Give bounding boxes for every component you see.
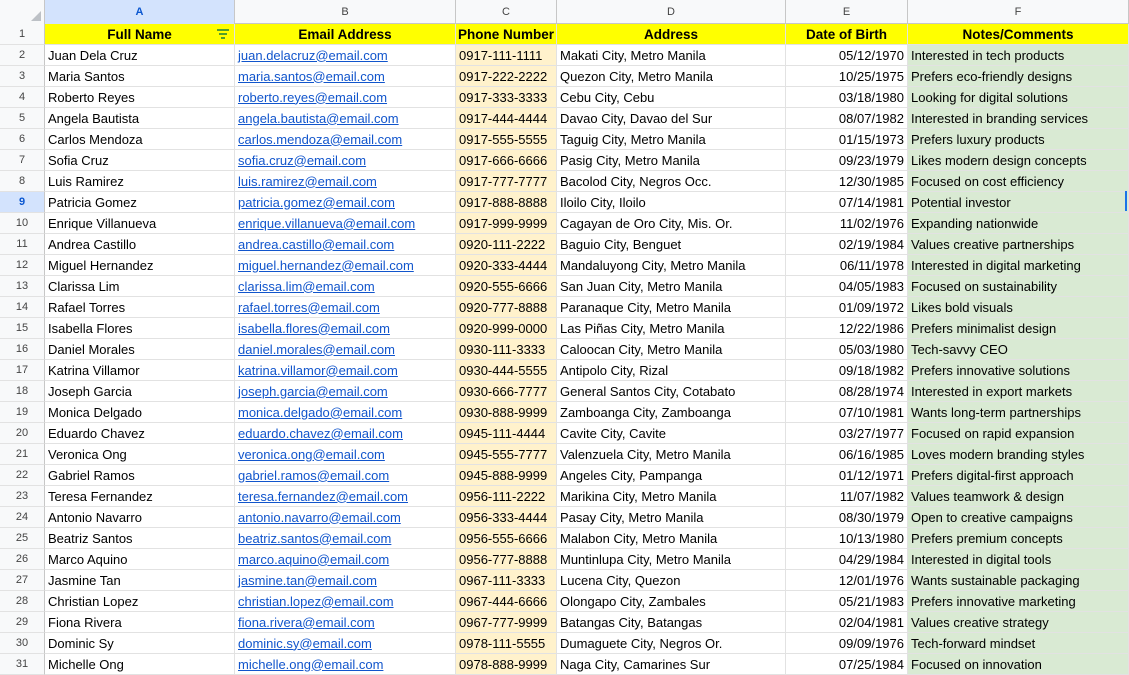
cell-address[interactable]: Zamboanga City, Zamboanga xyxy=(557,402,786,423)
email-link[interactable]: carlos.mendoza@email.com xyxy=(238,131,403,147)
email-link[interactable]: joseph.garcia@email.com xyxy=(238,383,388,399)
row-number[interactable]: 7 xyxy=(0,150,45,171)
cell-notes[interactable]: Prefers innovative marketing xyxy=(908,591,1129,612)
email-link[interactable]: veronica.ong@email.com xyxy=(238,446,385,462)
cell-email[interactable] xyxy=(235,465,456,486)
cell-full-name[interactable]: Eduardo Chavez xyxy=(45,423,235,444)
cell-notes[interactable]: Prefers digital-first approach xyxy=(908,465,1129,486)
cell-email[interactable] xyxy=(235,171,456,192)
cell-notes[interactable]: Open to creative campaigns xyxy=(908,507,1129,528)
cell-notes[interactable]: Interested in branding services xyxy=(908,108,1129,129)
select-all-corner[interactable] xyxy=(0,0,45,24)
cell-full-name[interactable]: Dominic Sy xyxy=(45,633,235,654)
email-link[interactable]: marco.aquino@email.com xyxy=(238,551,390,567)
email-link[interactable]: antonio.navarro@email.com xyxy=(238,509,401,525)
email-link[interactable]: clarissa.lim@email.com xyxy=(238,278,375,294)
cell-address[interactable]: Pasay City, Metro Manila xyxy=(557,507,786,528)
row-number[interactable]: 25 xyxy=(0,528,45,549)
cell-dob[interactable]: 08/28/1974 xyxy=(786,381,908,402)
data-rows xyxy=(0,45,1129,675)
cell-dob[interactable]: 09/18/1982 xyxy=(786,360,908,381)
email-link[interactable]: isabella.flores@email.com xyxy=(238,320,390,336)
cell-phone[interactable]: 0930-444-5555 xyxy=(456,360,557,381)
cell-full-name[interactable]: Joseph Garcia xyxy=(45,381,235,402)
cell-dob[interactable]: 02/04/1981 xyxy=(786,612,908,633)
cell-full-name[interactable]: Marco Aquino xyxy=(45,549,235,570)
cell-full-name[interactable]: Clarissa Lim xyxy=(45,276,235,297)
column-header-a[interactable]: A xyxy=(45,0,235,24)
cell-address[interactable]: Olongapo City, Zambales xyxy=(557,591,786,612)
table-row xyxy=(0,360,1129,381)
cell-full-name[interactable]: Maria Santos xyxy=(45,66,235,87)
row-number[interactable]: 17 xyxy=(0,360,45,381)
cell-email[interactable] xyxy=(235,108,456,129)
cell-address[interactable]: Paranaque City, Metro Manila xyxy=(557,297,786,318)
cell-address[interactable]: Makati City, Metro Manila xyxy=(557,45,786,66)
cell-dob[interactable]: 05/03/1980 xyxy=(786,339,908,360)
table-row xyxy=(0,87,1129,108)
cell-email[interactable] xyxy=(235,549,456,570)
email-link[interactable]: monica.delgado@email.com xyxy=(238,404,403,420)
cell-address[interactable]: Mandaluyong City, Metro Manila xyxy=(557,255,786,276)
cell-dob[interactable]: 12/01/1976 xyxy=(786,570,908,591)
cell-phone[interactable]: 0967-111-3333 xyxy=(456,570,557,591)
email-link[interactable]: roberto.reyes@email.com xyxy=(238,89,388,105)
cell-phone[interactable]: 0917-999-9999 xyxy=(456,213,557,234)
cell-full-name[interactable]: Miguel Hernandez xyxy=(45,255,235,276)
cell-email[interactable] xyxy=(235,87,456,108)
row-number[interactable]: 24 xyxy=(0,507,45,528)
header-cell-address[interactable]: Address xyxy=(557,24,786,45)
cell-full-name[interactable]: Roberto Reyes xyxy=(45,87,235,108)
row-number[interactable]: 6 xyxy=(0,129,45,150)
cell-phone[interactable]: 0956-777-8888 xyxy=(456,549,557,570)
row-number[interactable]: 1 xyxy=(0,24,45,45)
cell-dob[interactable]: 12/30/1985 xyxy=(786,171,908,192)
cell-email[interactable] xyxy=(235,486,456,507)
cell-phone[interactable]: 0917-666-6666 xyxy=(456,150,557,171)
cell-email[interactable] xyxy=(235,192,456,213)
cell-full-name[interactable]: Christian Lopez xyxy=(45,591,235,612)
cell-address[interactable]: General Santos City, Cotabato xyxy=(557,381,786,402)
cell-notes[interactable]: Tech-forward mindset xyxy=(908,633,1129,654)
table-row xyxy=(0,339,1129,360)
table-row xyxy=(0,654,1129,675)
cell-notes[interactable]: Potential investor xyxy=(908,192,1129,213)
cell-phone[interactable]: 0930-111-3333 xyxy=(456,339,557,360)
email-link[interactable]: katrina.villamor@email.com xyxy=(238,362,398,378)
cell-dob[interactable]: 07/14/1981 xyxy=(786,192,908,213)
row-number[interactable]: 13 xyxy=(0,276,45,297)
cell-address[interactable]: Quezon City, Metro Manila xyxy=(557,66,786,87)
cell-email[interactable] xyxy=(235,45,456,66)
cell-phone[interactable]: 0930-888-9999 xyxy=(456,402,557,423)
cell-phone[interactable]: 0917-333-3333 xyxy=(456,87,557,108)
cell-address[interactable]: Dumaguete City, Negros Or. xyxy=(557,633,786,654)
row-number[interactable]: 16 xyxy=(0,339,45,360)
cell-full-name[interactable]: Jasmine Tan xyxy=(45,570,235,591)
cell-full-name[interactable]: Antonio Navarro xyxy=(45,507,235,528)
row-number[interactable]: 9 xyxy=(0,192,45,213)
cell-notes[interactable]: Interested in digital marketing xyxy=(908,255,1129,276)
table-row xyxy=(0,528,1129,549)
cell-email[interactable] xyxy=(235,381,456,402)
email-link[interactable]: miguel.hernandez@email.com xyxy=(238,257,414,273)
row-number[interactable]: 5 xyxy=(0,108,45,129)
row-number[interactable]: 21 xyxy=(0,444,45,465)
cell-dob[interactable]: 10/13/1980 xyxy=(786,528,908,549)
cell-full-name[interactable]: Rafael Torres xyxy=(45,297,235,318)
table-row xyxy=(0,570,1129,591)
cell-email[interactable] xyxy=(235,276,456,297)
cell-dob[interactable]: 01/09/1972 xyxy=(786,297,908,318)
cell-address[interactable]: San Juan City, Metro Manila xyxy=(557,276,786,297)
cell-phone[interactable]: 0917-444-4444 xyxy=(456,108,557,129)
cell-email[interactable] xyxy=(235,423,456,444)
email-link[interactable]: angela.bautista@email.com xyxy=(238,110,399,126)
cell-notes[interactable]: Prefers luxury products xyxy=(908,129,1129,150)
cell-address[interactable]: Malabon City, Metro Manila xyxy=(557,528,786,549)
cell-phone[interactable]: 0920-111-2222 xyxy=(456,234,557,255)
table-row xyxy=(0,45,1129,66)
cell-notes[interactable]: Focused on innovation xyxy=(908,654,1129,675)
cell-address[interactable]: Baguio City, Benguet xyxy=(557,234,786,255)
cell-dob[interactable]: 09/23/1979 xyxy=(786,150,908,171)
table-row xyxy=(0,423,1129,444)
cell-email[interactable] xyxy=(235,402,456,423)
cell-notes[interactable]: Interested in digital tools xyxy=(908,549,1129,570)
cell-dob[interactable]: 06/11/1978 xyxy=(786,255,908,276)
table-row xyxy=(0,402,1129,423)
cell-phone[interactable]: 0920-555-6666 xyxy=(456,276,557,297)
row-number[interactable]: 28 xyxy=(0,591,45,612)
cell-address[interactable]: Taguig City, Metro Manila xyxy=(557,129,786,150)
cell-notes[interactable]: Likes bold visuals xyxy=(908,297,1129,318)
cell-full-name[interactable]: Juan Dela Cruz xyxy=(45,45,235,66)
cell-address[interactable]: Cavite City, Cavite xyxy=(557,423,786,444)
cell-address[interactable]: Naga City, Camarines Sur xyxy=(557,654,786,675)
cell-notes[interactable]: Prefers innovative solutions xyxy=(908,360,1129,381)
header-cell-phone[interactable]: Phone Number xyxy=(456,24,557,45)
email-link[interactable]: gabriel.ramos@email.com xyxy=(238,467,390,483)
cell-email[interactable] xyxy=(235,297,456,318)
cell-notes[interactable]: Wants long-term partnerships xyxy=(908,402,1129,423)
cell-notes[interactable]: Likes modern design concepts xyxy=(908,150,1129,171)
table-row xyxy=(0,318,1129,339)
row-number[interactable]: 12 xyxy=(0,255,45,276)
cell-address[interactable]: Marikina City, Metro Manila xyxy=(557,486,786,507)
row-number[interactable]: 15 xyxy=(0,318,45,339)
cell-dob[interactable]: 04/29/1984 xyxy=(786,549,908,570)
cell-full-name[interactable]: Carlos Mendoza xyxy=(45,129,235,150)
email-link[interactable]: daniel.morales@email.com xyxy=(238,341,395,357)
cell-notes[interactable]: Tech-savvy CEO xyxy=(908,339,1129,360)
cell-full-name[interactable]: Michelle Ong xyxy=(45,654,235,675)
cell-phone[interactable]: 0978-111-5555 xyxy=(456,633,557,654)
cell-dob[interactable]: 01/12/1971 xyxy=(786,465,908,486)
cell-email[interactable] xyxy=(235,339,456,360)
cell-address[interactable]: Cagayan de Oro City, Mis. Or. xyxy=(557,213,786,234)
cell-address[interactable]: Las Piñas City, Metro Manila xyxy=(557,318,786,339)
email-link[interactable]: christian.lopez@email.com xyxy=(238,593,394,609)
table-row xyxy=(0,507,1129,528)
table-row xyxy=(0,549,1129,570)
row-number[interactable]: 3 xyxy=(0,66,45,87)
row-number[interactable]: 29 xyxy=(0,612,45,633)
cell-full-name[interactable]: Daniel Morales xyxy=(45,339,235,360)
cell-address[interactable]: Bacolod City, Negros Occ. xyxy=(557,171,786,192)
row-number[interactable]: 10 xyxy=(0,213,45,234)
email-link[interactable]: maria.santos@email.com xyxy=(238,68,385,84)
table-row xyxy=(0,612,1129,633)
cell-dob[interactable]: 08/07/1982 xyxy=(786,108,908,129)
cell-notes[interactable]: Interested in tech products xyxy=(908,45,1129,66)
cell-phone[interactable]: 0917-777-7777 xyxy=(456,171,557,192)
column-header-d[interactable]: D xyxy=(557,0,786,24)
cell-notes[interactable]: Values teamwork & design xyxy=(908,486,1129,507)
header-label: Full Name xyxy=(107,26,172,42)
row-number[interactable]: 14 xyxy=(0,297,45,318)
table-row xyxy=(0,591,1129,612)
cell-email[interactable] xyxy=(235,234,456,255)
table-row xyxy=(0,633,1129,654)
cell-phone[interactable]: 0956-111-2222 xyxy=(456,486,557,507)
email-link[interactable]: andrea.castillo@email.com xyxy=(238,236,395,252)
filter-icon[interactable] xyxy=(216,27,230,44)
email-link[interactable]: patricia.gomez@email.com xyxy=(238,194,395,210)
cell-full-name[interactable]: Angela Bautista xyxy=(45,108,235,129)
email-link[interactable]: fiona.rivera@email.com xyxy=(238,614,375,630)
cell-notes[interactable]: Focused on sustainability xyxy=(908,276,1129,297)
cell-dob[interactable]: 06/16/1985 xyxy=(786,444,908,465)
cell-notes[interactable]: Focused on cost efficiency xyxy=(908,171,1129,192)
table-row xyxy=(0,297,1129,318)
cell-dob[interactable]: 04/05/1983 xyxy=(786,276,908,297)
cell-phone[interactable]: 0978-888-9999 xyxy=(456,654,557,675)
cell-dob[interactable]: 03/18/1980 xyxy=(786,87,908,108)
cell-full-name[interactable]: Monica Delgado xyxy=(45,402,235,423)
cell-full-name[interactable]: Sofia Cruz xyxy=(45,150,235,171)
cell-dob[interactable]: 07/10/1981 xyxy=(786,402,908,423)
cell-phone[interactable]: 0917-555-5555 xyxy=(456,129,557,150)
email-link[interactable]: jasmine.tan@email.com xyxy=(238,572,377,588)
cell-dob[interactable]: 10/25/1975 xyxy=(786,66,908,87)
cell-dob[interactable]: 05/12/1970 xyxy=(786,45,908,66)
table-row xyxy=(0,129,1129,150)
email-link[interactable]: michelle.ong@email.com xyxy=(238,656,384,672)
cell-full-name[interactable]: Andrea Castillo xyxy=(45,234,235,255)
cell-phone[interactable]: 0967-777-9999 xyxy=(456,612,557,633)
cell-email[interactable] xyxy=(235,612,456,633)
cell-email[interactable] xyxy=(235,633,456,654)
row-number[interactable]: 30 xyxy=(0,633,45,654)
cell-email[interactable] xyxy=(235,570,456,591)
cell-email[interactable] xyxy=(235,255,456,276)
cell-address[interactable]: Muntinlupa City, Metro Manila xyxy=(557,549,786,570)
cell-full-name[interactable]: Gabriel Ramos xyxy=(45,465,235,486)
cell-email[interactable] xyxy=(235,528,456,549)
header-row xyxy=(0,24,1129,45)
cell-notes[interactable]: Loves modern branding styles xyxy=(908,444,1129,465)
cell-address[interactable]: Iloilo City, Iloilo xyxy=(557,192,786,213)
cell-email[interactable] xyxy=(235,507,456,528)
table-row xyxy=(0,171,1129,192)
cell-email[interactable] xyxy=(235,150,456,171)
cell-full-name[interactable]: Enrique Villanueva xyxy=(45,213,235,234)
cell-address[interactable]: Lucena City, Quezon xyxy=(557,570,786,591)
table-row xyxy=(0,381,1129,402)
email-link[interactable]: eduardo.chavez@email.com xyxy=(238,425,403,441)
cell-phone[interactable]: 0945-888-9999 xyxy=(456,465,557,486)
cell-phone[interactable]: 0917-111-1111 xyxy=(456,45,557,66)
cell-email[interactable] xyxy=(235,66,456,87)
cell-email[interactable] xyxy=(235,213,456,234)
row-number[interactable]: 11 xyxy=(0,234,45,255)
cell-notes[interactable]: Looking for digital solutions xyxy=(908,87,1129,108)
table-row xyxy=(0,444,1129,465)
cell-phone[interactable]: 0967-444-6666 xyxy=(456,591,557,612)
cell-full-name[interactable]: Teresa Fernandez xyxy=(45,486,235,507)
cell-phone[interactable]: 0917-222-2222 xyxy=(456,66,557,87)
cell-notes[interactable]: Prefers premium concepts xyxy=(908,528,1129,549)
cell-dob[interactable]: 11/07/1982 xyxy=(786,486,908,507)
cell-dob[interactable]: 08/30/1979 xyxy=(786,507,908,528)
email-link[interactable]: dominic.sy@email.com xyxy=(238,635,372,651)
cell-notes[interactable]: Focused on rapid expansion xyxy=(908,423,1129,444)
cell-full-name[interactable]: Katrina Villamor xyxy=(45,360,235,381)
cell-email[interactable] xyxy=(235,318,456,339)
column-header-c[interactable]: C xyxy=(456,0,557,24)
column-header-row xyxy=(0,0,1129,24)
cell-email[interactable] xyxy=(235,129,456,150)
email-link[interactable]: juan.delacruz@email.com xyxy=(238,47,388,63)
cell-phone[interactable]: 0920-777-8888 xyxy=(456,297,557,318)
email-link[interactable]: rafael.torres@email.com xyxy=(238,299,380,315)
cell-dob[interactable]: 05/21/1983 xyxy=(786,591,908,612)
cell-full-name[interactable]: Luis Ramirez xyxy=(45,171,235,192)
email-link[interactable]: beatriz.santos@email.com xyxy=(238,530,392,546)
email-link[interactable]: enrique.villanueva@email.com xyxy=(238,215,416,231)
column-header-e[interactable]: E xyxy=(786,0,908,24)
cell-address[interactable]: Valenzuela City, Metro Manila xyxy=(557,444,786,465)
cell-full-name[interactable]: Veronica Ong xyxy=(45,444,235,465)
cell-notes[interactable]: Values creative strategy xyxy=(908,612,1129,633)
cell-address[interactable]: Antipolo City, Rizal xyxy=(557,360,786,381)
cell-full-name[interactable]: Beatriz Santos xyxy=(45,528,235,549)
cell-notes[interactable]: Values creative partnerships xyxy=(908,234,1129,255)
cell-phone[interactable]: 0917-888-8888 xyxy=(456,192,557,213)
cell-phone[interactable]: 0920-999-0000 xyxy=(456,318,557,339)
cell-email[interactable] xyxy=(235,591,456,612)
cell-notes[interactable]: Interested in export markets xyxy=(908,381,1129,402)
header-cell-dob[interactable]: Date of Birth xyxy=(786,24,908,45)
cell-phone[interactable]: 0956-333-4444 xyxy=(456,507,557,528)
cell-dob[interactable]: 09/09/1976 xyxy=(786,633,908,654)
row-number[interactable]: 31 xyxy=(0,654,45,675)
cell-full-name[interactable]: Patricia Gomez xyxy=(45,192,235,213)
cell-notes[interactable]: Prefers eco-friendly designs xyxy=(908,66,1129,87)
cell-address[interactable]: Pasig City, Metro Manila xyxy=(557,150,786,171)
selection-indicator xyxy=(1125,191,1127,211)
cell-address[interactable]: Davao City, Davao del Sur xyxy=(557,108,786,129)
column-header-f[interactable]: F xyxy=(908,0,1129,24)
row-number[interactable]: 27 xyxy=(0,570,45,591)
table-row xyxy=(0,66,1129,87)
table-row xyxy=(0,486,1129,507)
email-link[interactable]: teresa.fernandez@email.com xyxy=(238,488,408,504)
cell-notes[interactable]: Wants sustainable packaging xyxy=(908,570,1129,591)
cell-notes[interactable]: Prefers minimalist design xyxy=(908,318,1129,339)
row-number[interactable]: 22 xyxy=(0,465,45,486)
cell-notes[interactable]: Expanding nationwide xyxy=(908,213,1129,234)
cell-phone[interactable]: 0956-555-6666 xyxy=(456,528,557,549)
cell-phone[interactable]: 0930-666-7777 xyxy=(456,381,557,402)
table-row xyxy=(0,276,1129,297)
row-number[interactable]: 4 xyxy=(0,87,45,108)
header-cell-notes[interactable]: Notes/Comments xyxy=(908,24,1129,45)
row-number[interactable]: 8 xyxy=(0,171,45,192)
cell-dob[interactable]: 03/27/1977 xyxy=(786,423,908,444)
cell-dob[interactable]: 02/19/1984 xyxy=(786,234,908,255)
table-row xyxy=(0,213,1129,234)
cell-email[interactable] xyxy=(235,444,456,465)
cell-phone[interactable]: 0945-555-7777 xyxy=(456,444,557,465)
row-number[interactable]: 18 xyxy=(0,381,45,402)
cell-dob[interactable]: 11/02/1976 xyxy=(786,213,908,234)
row-number[interactable]: 23 xyxy=(0,486,45,507)
row-number[interactable]: 2 xyxy=(0,45,45,66)
cell-dob[interactable]: 01/15/1973 xyxy=(786,129,908,150)
table-row xyxy=(0,465,1129,486)
row-number[interactable]: 19 xyxy=(0,402,45,423)
cell-address[interactable]: Caloocan City, Metro Manila xyxy=(557,339,786,360)
cell-full-name[interactable]: Isabella Flores xyxy=(45,318,235,339)
row-number[interactable]: 20 xyxy=(0,423,45,444)
column-header-b[interactable]: B xyxy=(235,0,456,24)
table-row xyxy=(0,234,1129,255)
cell-email[interactable] xyxy=(235,654,456,675)
cell-phone[interactable]: 0945-111-4444 xyxy=(456,423,557,444)
table-row xyxy=(0,150,1129,171)
header-cell-full-name[interactable] xyxy=(45,24,235,45)
cell-email[interactable] xyxy=(235,360,456,381)
cell-address[interactable]: Angeles City, Pampanga xyxy=(557,465,786,486)
table-row xyxy=(0,255,1129,276)
table-row xyxy=(0,108,1129,129)
email-link[interactable]: sofia.cruz@email.com xyxy=(238,152,367,168)
cell-phone[interactable]: 0920-333-4444 xyxy=(456,255,557,276)
cell-address[interactable]: Cebu City, Cebu xyxy=(557,87,786,108)
cell-dob[interactable]: 12/22/1986 xyxy=(786,318,908,339)
cell-address[interactable]: Batangas City, Batangas xyxy=(557,612,786,633)
cell-dob[interactable]: 07/25/1984 xyxy=(786,654,908,675)
row-number[interactable]: 26 xyxy=(0,549,45,570)
table-row xyxy=(0,192,1129,213)
email-link[interactable]: luis.ramirez@email.com xyxy=(238,173,377,189)
cell-full-name[interactable]: Fiona Rivera xyxy=(45,612,235,633)
header-cell-email[interactable]: Email Address xyxy=(235,24,456,45)
